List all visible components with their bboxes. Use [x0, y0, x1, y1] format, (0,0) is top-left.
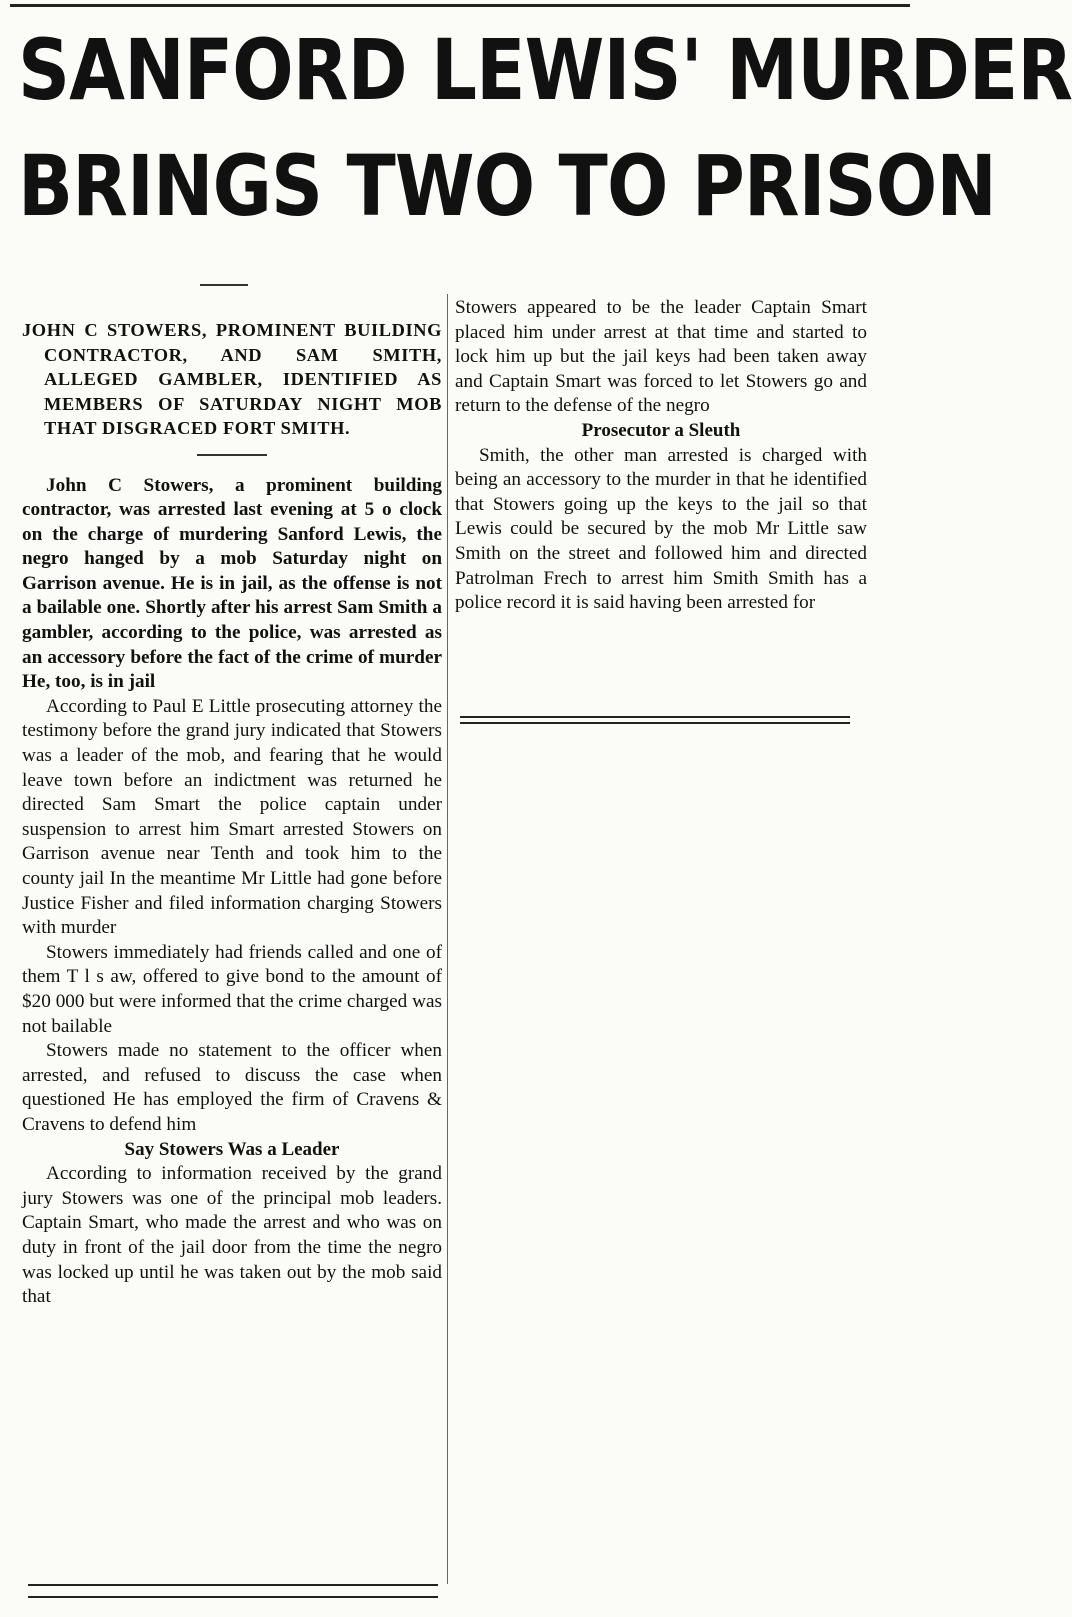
left-column — [22, 318, 442, 1310]
article-paragraph: Stowers appeared to be the leader Captain Smart placed him under arrest at that time and started to lock him up but the jail keys had been taken away and Captain Smart was forced to let Stowers go and return to the defense of the negro — [455, 297, 867, 417]
article-paragraph: Stowers made no statement to the officer when arrested, and refused to discuss the case when questioned He has employed the firm of Cravens & Cravens to defend him — [22, 1040, 442, 1135]
article-lead-paragraph: John C Stowers, a prominent building contractor, was arrested last evening at 5 o clock on the charge of murdering Sanford Lewis, the negro hanged by a mob Saturday night on Garrison avenue. He is in jail, as the offense is not a bailable one. Shortly after his arrest Sam Smith a gambler, according to the police, was arrested as an accessory before the fact of the crime of murder He, too, is in jail — [22, 474, 442, 693]
right-column-end-rule — [460, 716, 850, 718]
deck-divider — [197, 454, 267, 456]
deck-subheadline: JOHN C STOWERS, PROMINENT BUILDING CONTRACTOR, AND SAM SMITH, ALLEGED GAMBLER, IDENTIFIED AS MEMBERS OF SATURDAY NIGHT MOB THAT DISGRACED FORT SMITH. — [22, 320, 442, 438]
article-paragraph: According to information received by the grand jury Stowers was one of the principal mob leaders. Captain Smart, who made the arrest and who was on duty in front of the jail door from the time the negro was locked up until he was taken out by the mob said that — [22, 1163, 442, 1308]
bottom-rule — [28, 1584, 438, 1586]
article-paragraph: Stowers immediately had friends called and one of them T l s aw, offered to give bond to the amount of $20 000 but were informed that the crime charged was not bailable — [22, 941, 442, 1037]
column-divider — [447, 294, 448, 1584]
section-subhead: Prosecutor a Sleuth — [581, 419, 741, 441]
headline-divider — [200, 284, 248, 286]
headline-line-1: SANFORD LEWIS' MURDER — [18, 21, 1072, 119]
section-subhead: Say Stowers Was a Leader — [124, 1138, 340, 1160]
right-column — [455, 296, 867, 616]
headline — [18, 12, 1072, 244]
article-paragraph: Smith, the other man arrested is charged with being an accessory to the murder in that he identified that Stowers going up the keys to the jail so that Lewis could be secured by the mob Mr Little saw Smith on the street and followed him and directed Patrolman Frech to arrest him Smith Smith has a police record it is said having been arrested for — [455, 444, 867, 614]
bottom-rule-2 — [28, 1596, 438, 1598]
top-rule — [10, 4, 910, 7]
headline-line-2: BRINGS TWO TO PRISON — [18, 137, 997, 235]
article-paragraph: According to Paul E Little prosecuting attorney the testimony before the grand jury indicated that Stowers was a leader of the mob, and fearing that he would leave town before an indictment was returned he directed Sam Smart the police captain under suspension to arrest him Smart arrested Stowers on Garrison avenue near Tenth and took him to the county jail In the meantime Mr Little had gone before Justice Fisher and filed information charging Stowers with murder — [22, 695, 442, 939]
right-column-end-rule-2 — [460, 722, 850, 724]
